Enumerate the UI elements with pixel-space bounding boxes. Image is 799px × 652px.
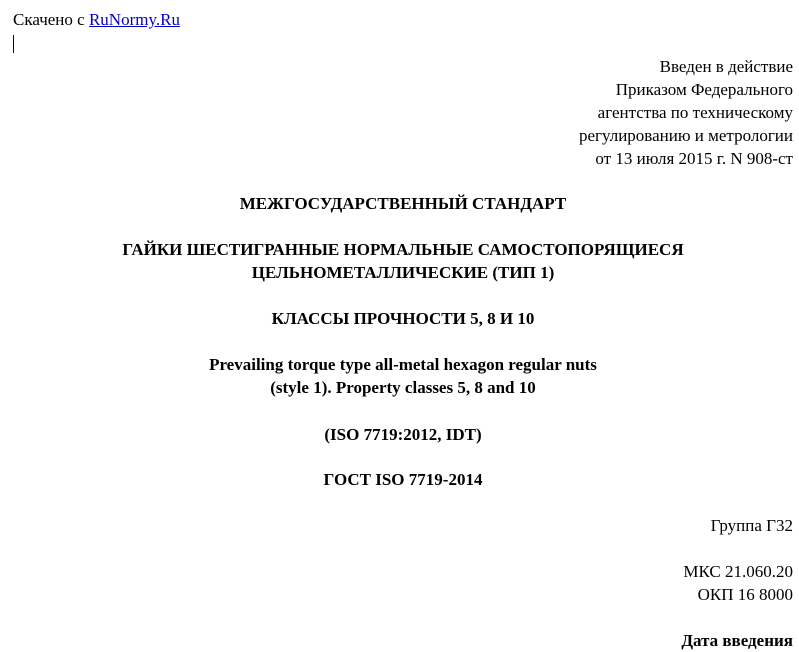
- group-block: [711, 514, 793, 537]
- standard-heading: [0, 192, 799, 215]
- title-ru-line: ГАЙКИ ШЕСТИГРАННЫЕ НОРМАЛЬНЫЕ САМОСТОПОРЯЩИЕСЯ: [122, 240, 684, 259]
- approval-line: Введен в действие: [659, 57, 793, 76]
- heading-text: МЕЖГОСУДАРСТВЕННЫЙ СТАНДАРТ: [239, 194, 567, 213]
- text-cursor: [13, 35, 14, 53]
- intro-date-block: [681, 629, 793, 652]
- subtitle-ru: [0, 307, 799, 330]
- iso-reference: [0, 423, 799, 446]
- iso-reference-text: (ISO 7719:2012, IDT): [324, 425, 482, 444]
- source-line: [13, 9, 180, 31]
- approval-line: агентства по техническому: [597, 103, 793, 122]
- title-ru: [0, 238, 799, 284]
- gost-number: [0, 468, 799, 491]
- code-line: ОКП 16 8000: [697, 585, 793, 604]
- approval-line: от 13 июля 2015 г. N 908-ст: [595, 149, 793, 168]
- title-ru-line: ЦЕЛЬНОМЕТАЛЛИЧЕСКИЕ (ТИП 1): [251, 263, 555, 282]
- title-en-line: Prevailing torque type all-metal hexagon regular nuts: [209, 355, 597, 374]
- source-link[interactable]: RuNormy.Ru: [88, 10, 180, 29]
- title-en: [0, 353, 799, 399]
- intro-date-label: Дата введения: [681, 631, 793, 650]
- codes-block: [683, 560, 793, 606]
- gost-number-text: ГОСТ ISO 7719-2014: [323, 470, 483, 489]
- approval-line: Приказом Федерального: [615, 80, 793, 99]
- subtitle-ru-text: КЛАССЫ ПРОЧНОСТИ 5, 8 И 10: [271, 309, 535, 328]
- title-en-line: (style 1). Property classes 5, 8 and 10: [270, 378, 536, 397]
- code-line: МКС 21.060.20: [683, 562, 793, 581]
- approval-line: регулированию и метрологии: [578, 126, 793, 145]
- approval-block: [579, 55, 793, 170]
- source-prefix: Скачено с: [13, 10, 85, 29]
- group-text: Группа Г32: [710, 516, 793, 535]
